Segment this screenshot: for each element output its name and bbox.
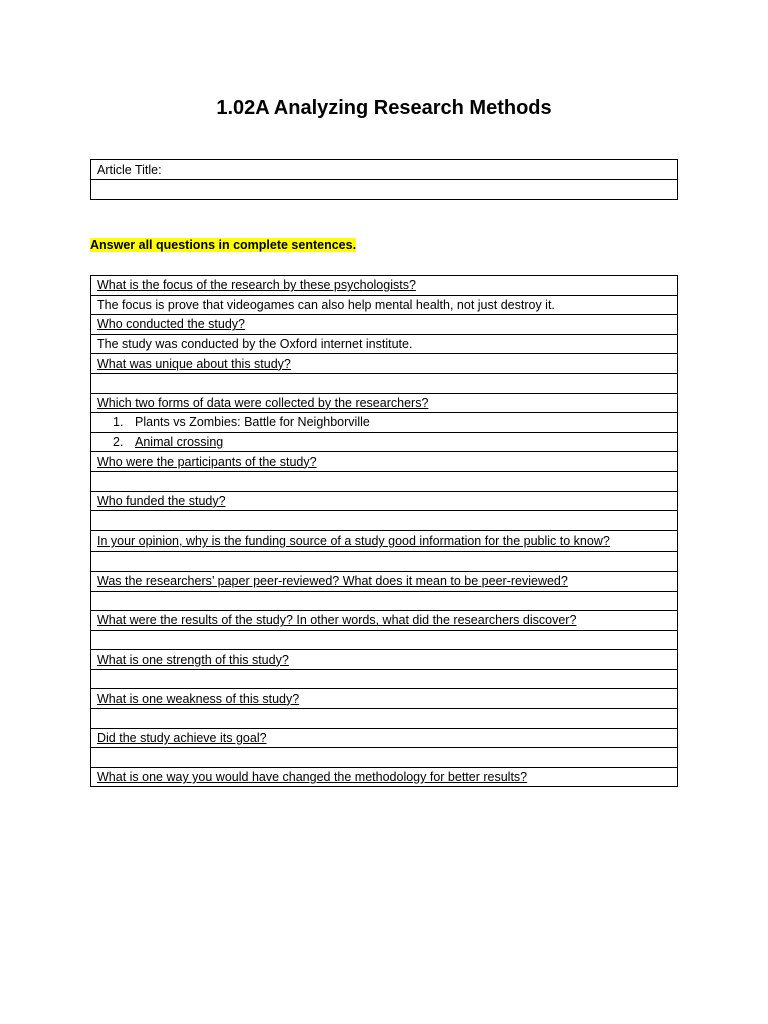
- questions-table: [90, 275, 678, 787]
- question-methodology-change: What is one way you would have changed the methodology for better results?: [91, 767, 678, 787]
- question-who-conducted: Who conducted the study?: [91, 315, 678, 335]
- answer-data-forms-item-1[interactable]: [91, 413, 678, 433]
- question-strength: What is one strength of this study?: [91, 650, 678, 670]
- instructions-text: Answer all questions in complete sentences.: [90, 238, 357, 252]
- answer-funded[interactable]: [91, 511, 678, 531]
- question-unique: What was unique about this study?: [91, 354, 678, 374]
- answer-weakness[interactable]: [91, 709, 678, 729]
- question-data-forms: Which two forms of data were collected by the researchers?: [91, 393, 678, 413]
- question-weakness: What is one weakness of this study?: [91, 689, 678, 709]
- article-table: [90, 159, 678, 200]
- question-peer-reviewed: Was the researchers’ paper peer-reviewed? What does it mean to be peer-reviewed?: [91, 571, 678, 591]
- question-funding-opinion: In your opinion, why is the funding source of a study good information for the public to know?: [91, 530, 678, 552]
- list-item-text: Plants vs Zombies: Battle for Neighborville: [135, 415, 370, 430]
- answer-focus[interactable]: The focus is prove that videogames can also help mental health, not just destroy it.: [91, 295, 678, 315]
- answer-participants[interactable]: [91, 471, 678, 491]
- answer-who-conducted[interactable]: The study was conducted by the Oxford internet institute.: [91, 334, 678, 354]
- article-title-label: Article Title:: [91, 160, 678, 180]
- question-participants: Who were the participants of the study?: [91, 452, 678, 472]
- question-focus: What is the focus of the research by these psychologists?: [91, 276, 678, 296]
- page-title: 1.02A Analyzing Research Methods: [216, 97, 552, 119]
- answer-funding-opinion[interactable]: [91, 552, 678, 572]
- answer-goal[interactable]: [91, 748, 678, 768]
- instructions: [90, 237, 356, 254]
- answer-data-forms-item-2[interactable]: [91, 432, 678, 452]
- answer-peer-reviewed[interactable]: [91, 591, 678, 611]
- answer-unique[interactable]: [91, 373, 678, 393]
- list-item-text: Animal crossing: [135, 435, 224, 450]
- question-funded: Who funded the study?: [91, 491, 678, 511]
- article-title-field[interactable]: [91, 180, 678, 200]
- list-number: 2.: [113, 435, 124, 450]
- answer-results[interactable]: [91, 630, 678, 650]
- answer-strength[interactable]: [91, 669, 678, 689]
- question-results: What were the results of the study? In other words, what did the researchers discover?: [91, 611, 678, 631]
- list-number: 1.: [113, 415, 124, 430]
- question-goal: Did the study achieve its goal?: [91, 728, 678, 748]
